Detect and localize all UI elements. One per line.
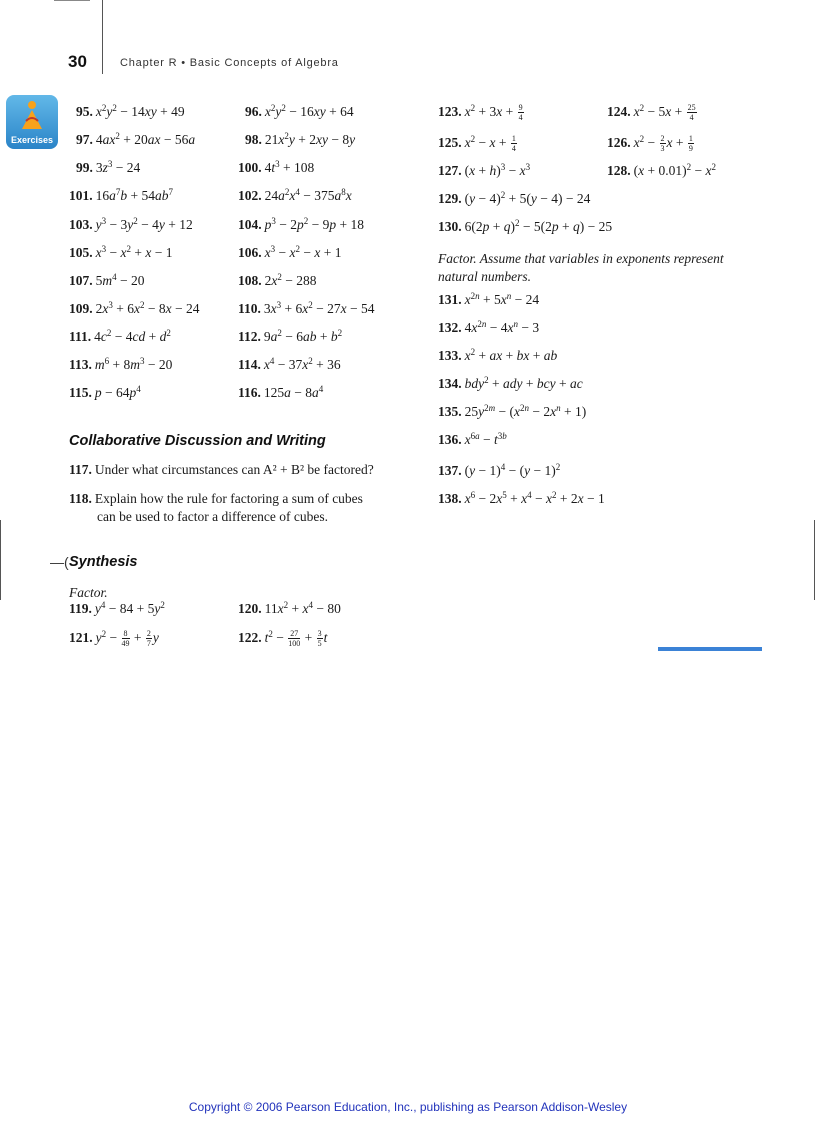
header-divider [102, 0, 103, 74]
problem-95: 95. $x^2y^2 - 14xy + 49$ [76, 103, 185, 119]
problem-102: 102. $24a^2x^4 - 375a^8x$ [238, 187, 352, 203]
problem-123: 123. $x^2 + 3x$ + $\frac{9}{4}$ [438, 103, 523, 122]
problem-126: 126. $x^2$ − $\frac{2}{3}$ x + $\frac{1}{9}$ [607, 134, 693, 153]
right-margin-line [814, 520, 815, 600]
problem-110: 110. $3x^3 + 6x^2 - 27x - 54$ [238, 300, 375, 316]
problem-137: 137. $(y - 1)^4 - (y - 1)^2$ [438, 462, 561, 478]
problem-131: 131. $x^{2n} + 5x^n - 24$ [438, 291, 540, 307]
synthesis-mark-icon: —( [50, 554, 69, 570]
problem-119: 119. $y^4 - 84 + 5y^2$ [69, 600, 165, 616]
problem-130: 130. $6(2p + q)^2 - 5(2p + q) - 25$ [438, 218, 613, 234]
problem-100: 100. $4t^3 + 108$ [238, 159, 315, 175]
problem-125: 125. $x^2 - x$ + $\frac{1}{4}$ [438, 134, 516, 153]
problem-136: 136. $x^{6a} - t^{3b}$ [438, 431, 507, 447]
problem-128: 128. $(x + 0.01)^2 - x^2$ [607, 162, 716, 178]
problem-108: 108. $2x^2 - 288$ [238, 272, 317, 288]
page-number: 30 [68, 52, 87, 71]
problem-115: 115. $p - 64p^4$ [69, 384, 141, 400]
problem-104: 104. $p^3 - 2p^2 - 9p + 18$ [238, 216, 364, 232]
problem-138: 138. $x^6 - 2x^5 + x^4 - x^2 + 2x - 1$ [438, 490, 605, 506]
exercises-label: Exercises [10, 135, 54, 145]
problem-127: 127. $(x + h)^3 - x^3$ [438, 162, 531, 178]
accent-bar [658, 647, 762, 651]
problem-112: 112. $9a^2 - 6ab + b^2$ [238, 328, 343, 344]
problem-111: 111. $4c^2 - 4cd + d^2$ [69, 328, 171, 344]
problem-109: 109. $2x^3 + 6x^2 - 8x - 24$ [69, 300, 200, 316]
synthesis-section-title: Synthesis [69, 554, 138, 570]
copyright-footer: Copyright © 2006 Pearson Education, Inc., publishing as Pearson Addison-Wesley [188, 1100, 628, 1114]
left-margin-line [0, 520, 1, 600]
problem-134: 134. bdy$^2$ + ady + bcy + ac [438, 375, 583, 391]
problem-135: 135. $25y^{2m} - (x^{2n} - 2x^n + 1)$ [438, 403, 587, 419]
problem-105: 105. $x^3 - x^2 + x - 1$ [69, 244, 173, 260]
problem-106: 106. $x^3 - x^2 - x + 1$ [238, 244, 342, 260]
problem-120: 120. $11x^2 + x^4 - 80$ [238, 600, 341, 616]
problem-129: 129. $(y - 4)^2 + 5(y - 4) - 24$ [438, 190, 591, 206]
problem-117: 117. Under what circumstances can A² + B² be factored? [69, 462, 374, 477]
top-rule [54, 0, 90, 1]
problem-124: 124. $x^2 - 5x$ + $\frac{25}{4}$ [607, 103, 696, 122]
problem-116: 116. $125a - 8a^4$ [238, 384, 324, 400]
problem-101: 101. $16a^7b + 54ab^7$ [69, 187, 173, 203]
problem-113: 113. $m^6 + 8m^3 - 20$ [69, 356, 173, 372]
problem-114: 114. $x^4 - 37x^2 + 36$ [238, 356, 341, 372]
problem-96: 96. $x^2y^2 - 16xy + 64$ [245, 103, 354, 119]
problem-103: 103. $y^3 - 3y^2 - 4y + 12$ [69, 216, 193, 232]
problem-99: 99. $3z^3 - 24$ [76, 159, 141, 175]
problem-121: 121. $y^2$ − $\frac{8}{49}$ + $\frac{2}{7}$ y [69, 629, 159, 648]
problem-107: 107. $5m^4 - 20$ [69, 272, 145, 288]
exponent-instruction-line1: Factor. Assume that variables in exponents represent [438, 251, 724, 266]
problem-118-line2: can be used to factor a difference of cubes. [97, 509, 329, 524]
factor-label: Factor. [69, 585, 108, 600]
problem-98: 98. $21x^2y + 2xy - 8y$ [245, 131, 356, 147]
exercises-figure-icon [18, 99, 46, 131]
exponent-instruction-line2: natural numbers. [438, 269, 532, 284]
problem-133: 133. $x^2$ + ax + bx + ab [438, 347, 558, 363]
collab-section-title: Collaborative Discussion and Writing [69, 433, 326, 449]
running-head: Chapter R • Basic Concepts of Algebra [120, 57, 339, 69]
problem-97: 97. $4ax^2 + 20ax - 56a$ [76, 131, 196, 147]
exercises-badge [6, 95, 58, 149]
problem-132: 132. $4x^{2n} - 4x^n - 3$ [438, 319, 540, 335]
problem-122: 122. $t^2$ − $\frac{27}{100}$ + $\frac{3}{5}$ t [238, 629, 328, 648]
problem-118: 118. Explain how the rule for factoring a sum of cubes [69, 491, 363, 506]
